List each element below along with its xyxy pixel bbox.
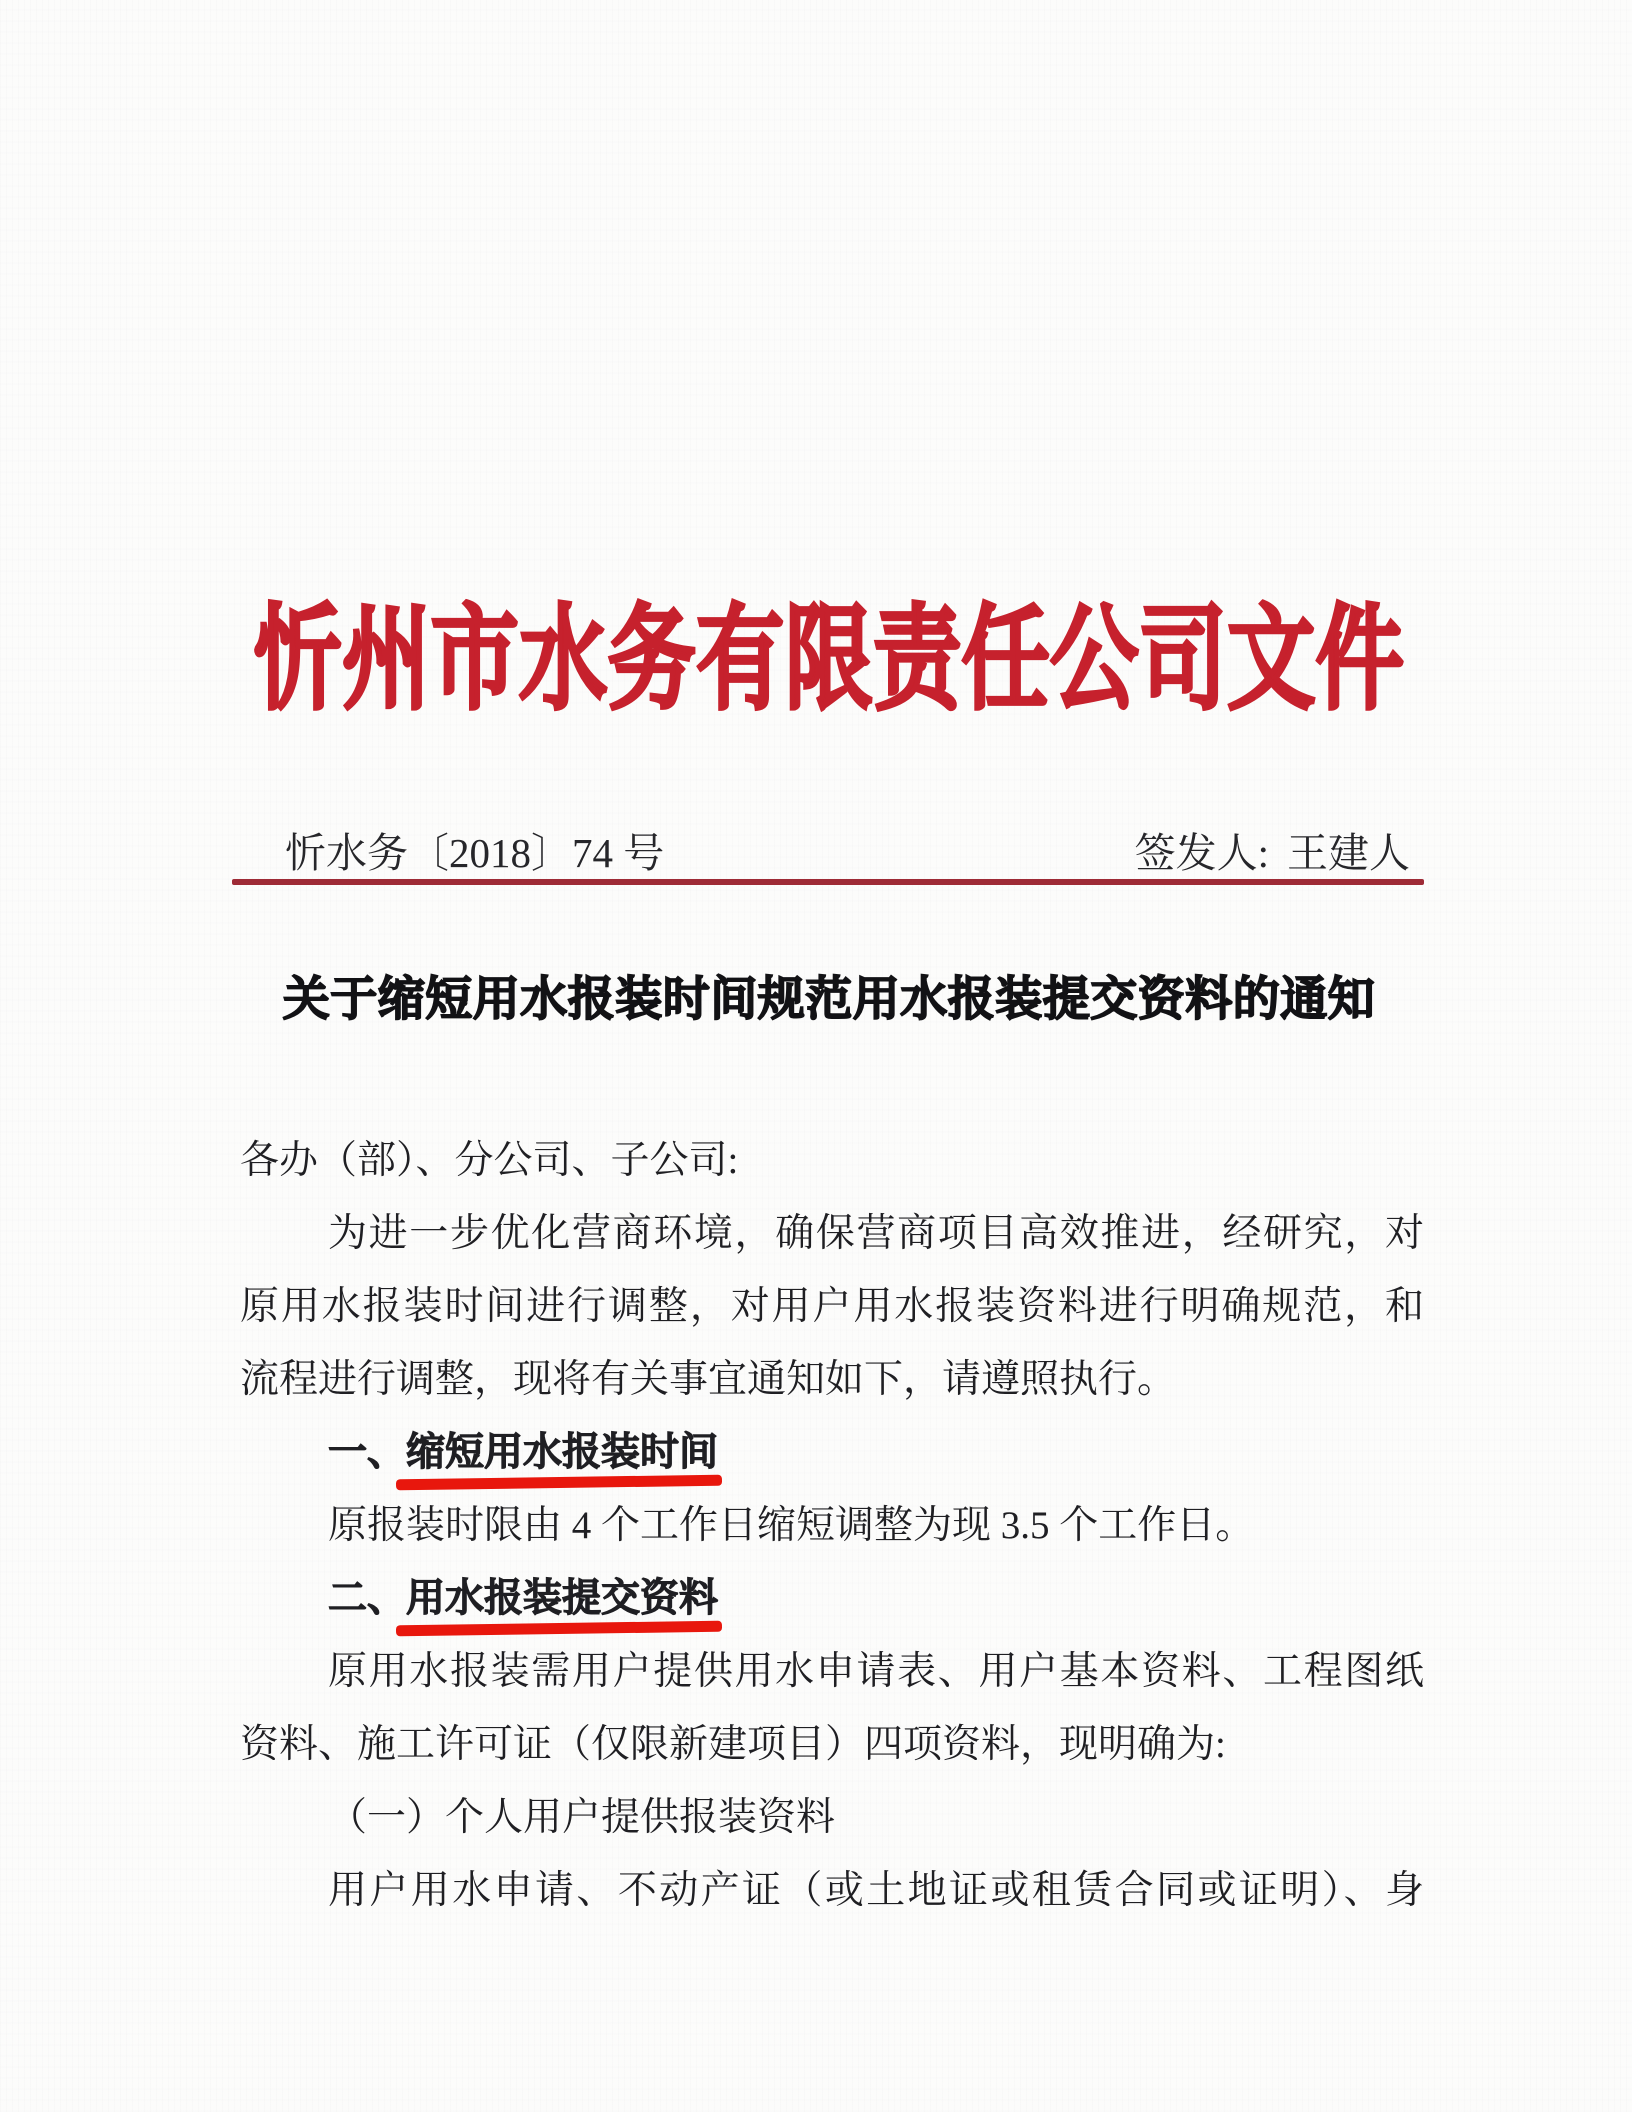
body-line: 流程进行调整，现将有关事宜通知如下，请遵照执行。 [240, 1358, 1177, 1401]
underlined-heading-text: 缩短用水报装时间 [406, 1430, 718, 1477]
red-separator-line [232, 879, 1424, 885]
underlined-heading-text: 用水报装提交资料 [406, 1576, 718, 1623]
org-header-title: 忻州市水务有限责任公司文件 [253, 598, 1405, 725]
section-two-number: 二、 [328, 1577, 407, 1620]
body-line: （一）个人用户提供报装资料 [328, 1796, 836, 1839]
signer-name: 王建人 [1287, 830, 1410, 876]
body-line: 原用水报装时间进行调整，对用户用水报装资料进行明确规范，和 [240, 1285, 1424, 1328]
body-line: 用户用水申请、不动产证（或土地证或租赁合同或证明）、身 [328, 1869, 1424, 1912]
signer [1135, 828, 1410, 878]
salutation-line: 各办（部）、分公司、子公司: [240, 1139, 739, 1182]
body-line: 原报装时限由 4 个工作日缩短调整为现 3.5 个工作日。 [328, 1504, 1255, 1547]
section-two-heading [240, 1562, 1424, 1635]
document-title: 关于缩短用水报装时间规范用水报装提交资料的通知 [282, 974, 1376, 1026]
document-body [240, 1124, 1424, 1927]
signer-label: 签发人: [1134, 830, 1269, 876]
body-line: 原用水报装需用户提供用水申请表、用户基本资料、工程图纸 [328, 1650, 1424, 1693]
body-line: 为进一步优化营商环境，确保营商项目高效推进，经研究，对 [328, 1212, 1424, 1255]
section-one-number: 一、 [328, 1431, 407, 1474]
body-line: 资料、施工许可证（仅限新建项目）四项资料，现明确为: [240, 1723, 1226, 1766]
doc-number: 忻水务〔2018〕74 号 [285, 830, 665, 876]
section-one-heading [240, 1416, 1424, 1489]
reference-row [285, 828, 1410, 878]
